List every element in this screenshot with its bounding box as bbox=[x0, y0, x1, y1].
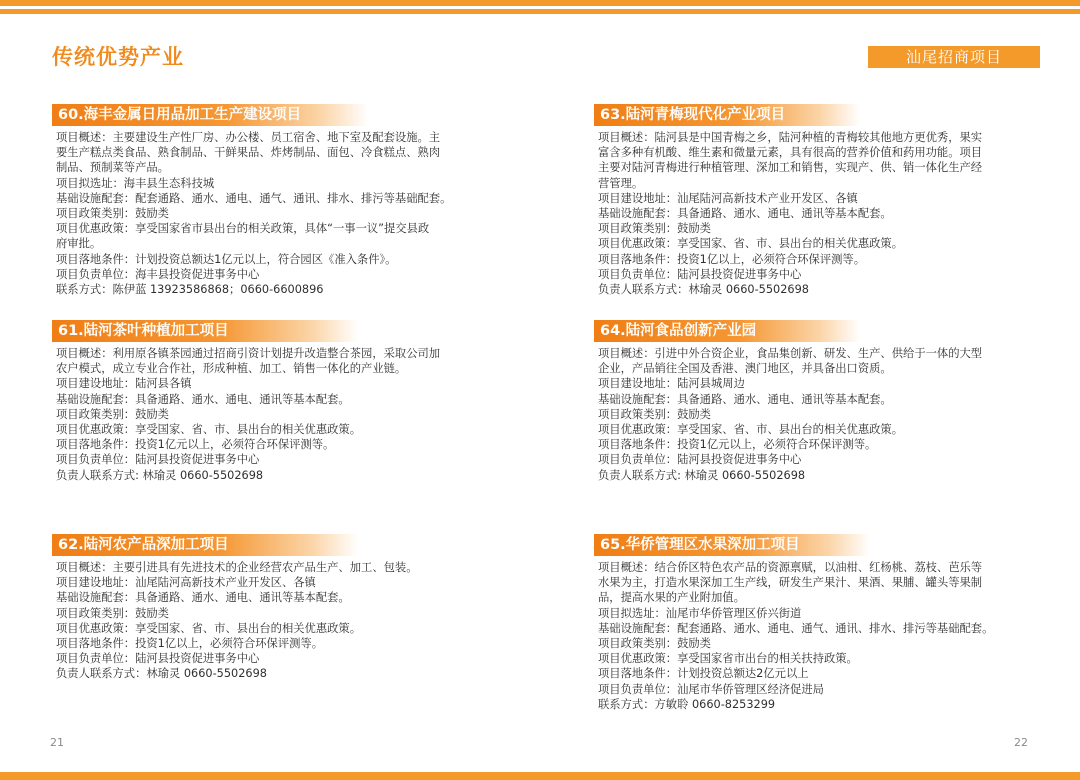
detail-line: 联系方式：方敏聆 0660-8253299 bbox=[598, 697, 776, 711]
detail-line: 负责人联系方式: 林瑜灵 0660-5502698 bbox=[598, 468, 806, 482]
detail-line: 项目落地条件：投资1亿以上，必须符合环保评测等。 bbox=[598, 252, 866, 266]
detail-line: 项目负责单位：海丰县投资促进事务中心 bbox=[56, 267, 260, 281]
detail-line: 项目概述：引进中外合资企业，食品集创新、研发、生产、供给于一体的大型 bbox=[598, 347, 983, 360]
detail-line: 负责人联系方式：林瑜灵 0660-5502698 bbox=[598, 283, 809, 297]
detail-line: 项目政策类别：鼓励类 bbox=[598, 222, 711, 236]
detail-line: 项目政策类别：鼓励类 bbox=[598, 407, 711, 421]
detail-line: 项目落地条件：计划投资总额达1亿元以上，符合园区《准入条件》。 bbox=[56, 252, 397, 266]
detail-line: 项目优惠政策：享受国家、省、市、县出台的相关优惠政策。 bbox=[598, 237, 904, 251]
detail-line: 项目优惠政策：享受国家省市县出台的相关政策，具体“一事一议”提交县政 bbox=[56, 222, 430, 236]
detail-line: 项目拟选址：汕尾市华侨管理区侨兴街道 bbox=[598, 606, 802, 620]
detail-line: 项目概述：结合侨区特色农产品的资源禀赋，以油柑、红杨桃、荔枝、芭乐等 bbox=[598, 561, 983, 574]
detail-line: 农户模式，成立专业合作社，形成种植、加工、销售一体化的产业链。 bbox=[56, 362, 407, 376]
project-block-62 bbox=[52, 534, 552, 682]
detail-line: 项目优惠政策：享受国家、省、市、县出台的相关优惠政策。 bbox=[598, 423, 904, 437]
detail-line: 项目负责单位：陆河县投资促进事务中心 bbox=[598, 453, 802, 467]
project-block-64 bbox=[594, 320, 1044, 483]
detail-line: 联系方式：陈伊蓝 13923586868；0660-6600896 bbox=[56, 283, 324, 297]
project-details bbox=[56, 346, 552, 483]
detail-line: 项目优惠政策：享受国家省市出台的相关扶持政策。 bbox=[598, 652, 858, 666]
detail-line: 项目负责单位：汕尾市华侨管理区经济促进局 bbox=[598, 682, 824, 696]
detail-line: 水果为主，打造水果深加工生产线，研发生产果汁、果酒、果脯、罐头等果制 bbox=[598, 576, 983, 590]
detail-line: 负责人联系方式：林瑜灵 0660-5502698 bbox=[56, 667, 267, 681]
detail-line: 基础设施配套：具备通路、通水、通电、通讯等基本配套。 bbox=[598, 392, 892, 406]
project-details bbox=[598, 560, 1044, 712]
detail-line: 项目负责单位：陆河县投资促进事务中心 bbox=[598, 267, 802, 281]
project-title: 60.海丰金属日用品加工生产建设项目 bbox=[52, 104, 368, 126]
page-number-right: 22 bbox=[1014, 736, 1028, 749]
detail-line: 基础设施配套：具备通路、通水、通电、通讯等基本配套。 bbox=[598, 207, 892, 221]
detail-line: 要生产糕点类食品、熟食制品、干鲜果品、炸烤制品、面包、冷食糕点、熟肉 bbox=[56, 146, 441, 160]
detail-line: 企业，产品销往全国及香港、澳门地区，并具备出口资质。 bbox=[598, 362, 892, 376]
detail-line: 项目政策类别：鼓励类 bbox=[56, 207, 169, 221]
project-title: 63.陆河青梅现代化产业项目 bbox=[594, 104, 860, 126]
detail-line: 项目概述：陆河县是中国青梅之乡，陆河种植的青梅较其他地方更优秀，果实 bbox=[598, 131, 983, 144]
detail-line: 项目落地条件：投资1亿以上，必须符合环保评测等。 bbox=[56, 637, 324, 651]
detail-line: 项目落地条件：投资1亿元以上，必须符合环保评测等。 bbox=[598, 438, 877, 452]
project-block-63 bbox=[594, 104, 1044, 297]
detail-line: 项目建设地址：陆河县各镇 bbox=[56, 377, 192, 391]
detail-line: 府审批。 bbox=[56, 237, 102, 251]
project-block-61 bbox=[52, 320, 552, 483]
detail-line: 制品、预制菜等产品。 bbox=[56, 161, 169, 175]
project-block-65 bbox=[594, 534, 1044, 712]
page-number-left: 21 bbox=[50, 736, 64, 749]
detail-line: 项目建设地址：陆河县城周边 bbox=[598, 377, 745, 391]
top-accent-bar bbox=[0, 0, 1080, 6]
detail-line: 项目负责单位：陆河县投资促进事务中心 bbox=[56, 652, 260, 666]
detail-line: 项目建设地址：汕尾陆河高新技术产业开发区、各镇 bbox=[56, 576, 316, 590]
detail-line: 基础设施配套：配套通路、通水、通电、通气、通讯、排水、排污等基础配套。 bbox=[598, 621, 994, 635]
brochure-tag: 汕尾招商项目 bbox=[868, 46, 1040, 68]
detail-line: 主要对陆河青梅进行种植管理、深加工和销售，实现产、供、销一体化生产经 bbox=[598, 161, 983, 175]
detail-line: 项目落地条件：计划投资总额达2亿元以上 bbox=[598, 667, 809, 681]
detail-line: 项目政策类别：鼓励类 bbox=[56, 407, 169, 421]
detail-line: 项目负责单位：陆河县投资促进事务中心 bbox=[56, 453, 260, 467]
detail-line: 项目建设地址：汕尾陆河高新技术产业开发区、各镇 bbox=[598, 191, 858, 205]
project-title: 62.陆河农产品深加工项目 bbox=[52, 534, 358, 556]
detail-line: 基础设施配套：具备通路、通水、通电、通讯等基本配套。 bbox=[56, 591, 350, 605]
project-title: 64.陆河食品创新产业园 bbox=[594, 320, 860, 342]
project-title: 65.华侨管理区水果深加工项目 bbox=[594, 534, 870, 556]
detail-line: 项目优惠政策：享受国家、省、市、县出台的相关优惠政策。 bbox=[56, 423, 362, 437]
project-title: 61.陆河茶叶种植加工项目 bbox=[52, 320, 358, 342]
section-title: 传统优势产业 bbox=[52, 45, 184, 69]
detail-line: 品，提高水果的产业附加值。 bbox=[598, 591, 745, 605]
detail-line: 项目优惠政策：享受国家、省、市、县出台的相关优惠政策。 bbox=[56, 621, 362, 635]
project-details bbox=[598, 130, 1044, 297]
project-block-60 bbox=[52, 104, 552, 297]
detail-line: 项目落地条件：投资1亿元以上，必须符合环保评测等。 bbox=[56, 438, 335, 452]
detail-line: 项目政策类别：鼓励类 bbox=[598, 637, 711, 651]
project-details bbox=[56, 560, 552, 682]
detail-line: 项目概述：主要建设生产性厂房、办公楼、员工宿舍、地下室及配套设施。主 bbox=[56, 131, 441, 144]
detail-line: 项目拟选址：海丰县生态科技城 bbox=[56, 176, 215, 190]
bottom-accent-bar bbox=[0, 772, 1080, 780]
detail-line: 基础设施配套：具备通路、通水、通电、通讯等基本配套。 bbox=[56, 392, 350, 406]
detail-line: 项目概述：主要引进具有先进技术的企业经营农产品生产、加工、包装。 bbox=[56, 561, 418, 574]
project-details bbox=[598, 346, 1044, 483]
detail-line: 负责人联系方式: 林瑜灵 0660-5502698 bbox=[56, 468, 264, 482]
detail-line: 项目概述：利用原各镇茶园通过招商引资计划提升改造整合茶园，采取公司加 bbox=[56, 347, 441, 360]
top-accent-bar-thin bbox=[0, 9, 1080, 14]
detail-line: 营管理。 bbox=[598, 176, 644, 190]
detail-line: 项目政策类别：鼓励类 bbox=[56, 606, 169, 620]
detail-line: 富含多种有机酸、维生素和微量元素，具有很高的营养价值和药用功能。项目 bbox=[598, 146, 983, 160]
project-details bbox=[56, 130, 552, 297]
detail-line: 基础设施配套：配套通路、通水、通电、通气、通讯、排水、排污等基础配套。 bbox=[56, 191, 452, 205]
